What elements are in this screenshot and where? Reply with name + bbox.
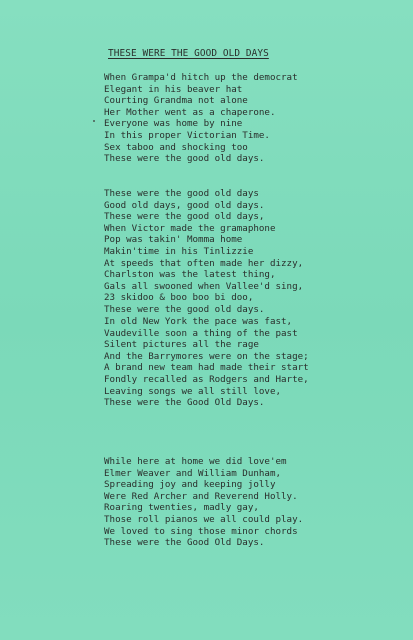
poem-line: When Victor made the gramaphone xyxy=(104,222,276,234)
stanza-2 xyxy=(104,188,303,316)
stanza-1 xyxy=(104,72,298,165)
poem-line: We loved to sing those minor chords xyxy=(104,525,298,537)
poem-line: 23 skidoo & boo boo bi doo, xyxy=(104,292,254,304)
poem-line: A brand new team had made their start xyxy=(104,362,309,374)
poem-line: And the Barrymores were on the stage; xyxy=(104,350,309,362)
poem-line: Were Red Archer and Reverend Holly. xyxy=(104,490,298,502)
poem-line: Silent pictures all the rage xyxy=(104,339,259,351)
poem-line: When Grampa'd hitch up the democrat xyxy=(104,72,298,83)
poem-line: Everyone was home by nine xyxy=(104,118,243,130)
poem-line: These were the good old days. xyxy=(104,303,265,315)
poem-line: These were the Good Old Days. xyxy=(104,397,265,409)
poem-line: Leaving songs we all still love, xyxy=(104,385,282,397)
poem-line: Elegant in his beaver hat xyxy=(104,83,243,95)
poem-line: Charlston was the latest thing, xyxy=(104,269,276,281)
poem-line: Gals all swooned when Vallee'd sing, xyxy=(104,280,304,292)
paper-speck xyxy=(93,120,95,122)
poem-line: Fondly recalled as Rodgers and Harte, xyxy=(104,373,309,385)
poem-line: These were the good old days xyxy=(104,188,259,199)
poem-line: Sex taboo and shocking too xyxy=(104,141,248,153)
poem-line: Pop was takin' Momma home xyxy=(104,234,243,246)
stanza-4 xyxy=(104,456,303,549)
poem-line: These were the good old days, xyxy=(104,211,265,223)
poem-line: Roaring twenties, madly gay, xyxy=(104,502,259,514)
poem-line: In this proper Victorian Time. xyxy=(104,129,270,141)
poem-line: Spreading joy and keeping jolly xyxy=(104,479,276,491)
poem-line: Good old days, good old days. xyxy=(104,199,265,211)
poem-line: Those roll pianos we all could play. xyxy=(104,513,304,525)
poem-line: Elmer Weaver and William Dunham, xyxy=(104,467,282,479)
poem-line: Courting Grandma not alone xyxy=(104,95,248,107)
poem-line: Her Mother went as a chaperone. xyxy=(104,106,276,118)
poem-line: Makin'time in his Tinlizzie xyxy=(104,245,254,257)
poem-line: While here at home we did love'em xyxy=(104,456,287,467)
poem-line: Vaudeville soon a thing of the past xyxy=(104,327,298,339)
poem-line: These were the Good Old Days. xyxy=(104,537,265,549)
poem-line: In old New York the pace was fast, xyxy=(104,316,293,327)
poem-title: THESE WERE THE GOOD OLD DAYS xyxy=(108,48,269,59)
stanza-3 xyxy=(104,316,309,409)
poem-line: At speeds that often made her dizzy, xyxy=(104,257,304,269)
poem-line: These were the good old days. xyxy=(104,153,265,165)
